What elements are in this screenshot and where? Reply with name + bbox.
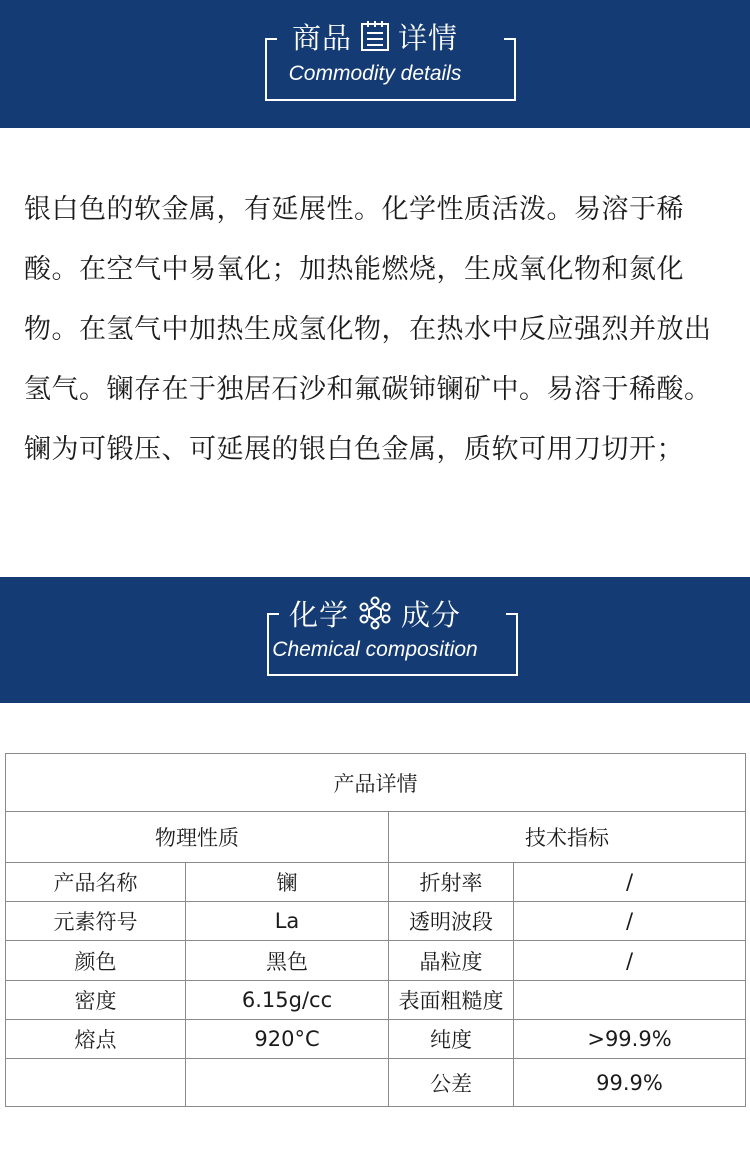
- table-row: [6, 1059, 746, 1107]
- table-cell: 折射率: [389, 863, 514, 902]
- title-right-text: 详情: [398, 21, 466, 55]
- table-cell: [514, 981, 746, 1020]
- table-cell: 公差: [389, 1059, 514, 1107]
- notepad-icon: [360, 20, 390, 59]
- product-description: 银白色的软金属，有延展性。化学性质活泼。易溶于稀酸。在空气中易氧化；加热能燃烧，生成氧化物和氮化物。在氢气中加热生成氢化物，在热水中反应强烈并放出氢气。镧存在于独居石沙和氟碳铈镧矿中。易溶于稀酸。镧为可锻压、可延展的银白色金属，质软可用刀切开；: [24, 194, 712, 465]
- table-cell: 晶粒度: [389, 941, 514, 981]
- table-cell: 产品名称: [6, 863, 186, 902]
- molecule-icon: [357, 596, 393, 637]
- table-cell: >99.9%: [514, 1020, 746, 1059]
- table-cell: 镧: [186, 863, 389, 902]
- table-cell: La: [186, 902, 389, 941]
- table-row: [6, 981, 746, 1020]
- table-cell: /: [514, 941, 746, 981]
- commodity-details-banner: [0, 0, 750, 128]
- table-row: [6, 863, 746, 902]
- table-row: [6, 902, 746, 941]
- commodity-details-title: [0, 20, 750, 59]
- title-left-text: 商品: [284, 21, 352, 55]
- table-cell: /: [514, 902, 746, 941]
- table-cell: 6.15g/cc: [186, 981, 389, 1020]
- technical-indicators-header: 技术指标: [389, 812, 746, 863]
- table-cell: /: [514, 863, 746, 902]
- table-cell: 熔点: [6, 1020, 186, 1059]
- table-cell: [6, 1059, 186, 1107]
- table-cell: 纯度: [389, 1020, 514, 1059]
- table-cell: 透明波段: [389, 902, 514, 941]
- table-caption-row: [6, 754, 746, 812]
- table-header-row: [6, 812, 746, 863]
- physical-properties-header: 物理性质: [6, 812, 389, 863]
- chemical-composition-title: [0, 596, 750, 637]
- table-cell: 元素符号: [6, 902, 186, 941]
- title-right-text: 成分: [401, 598, 469, 632]
- table-row: [6, 941, 746, 981]
- table-cell: 表面粗糙度: [389, 981, 514, 1020]
- chemical-composition-subtitle: Chemical composition: [272, 638, 478, 661]
- chemical-composition-banner: [0, 577, 750, 703]
- table-cell: 黑色: [186, 941, 389, 981]
- table-cell: [186, 1059, 389, 1107]
- table-caption: 产品详情: [6, 754, 746, 812]
- title-left-text: 化学: [281, 598, 349, 632]
- spec-table: [5, 753, 746, 1107]
- table-cell: 99.9%: [514, 1059, 746, 1107]
- commodity-details-subtitle: Commodity details: [288, 62, 462, 85]
- table-cell: 密度: [6, 981, 186, 1020]
- table-cell: 920°C: [186, 1020, 389, 1059]
- table-row: [6, 1020, 746, 1059]
- table-cell: 颜色: [6, 941, 186, 981]
